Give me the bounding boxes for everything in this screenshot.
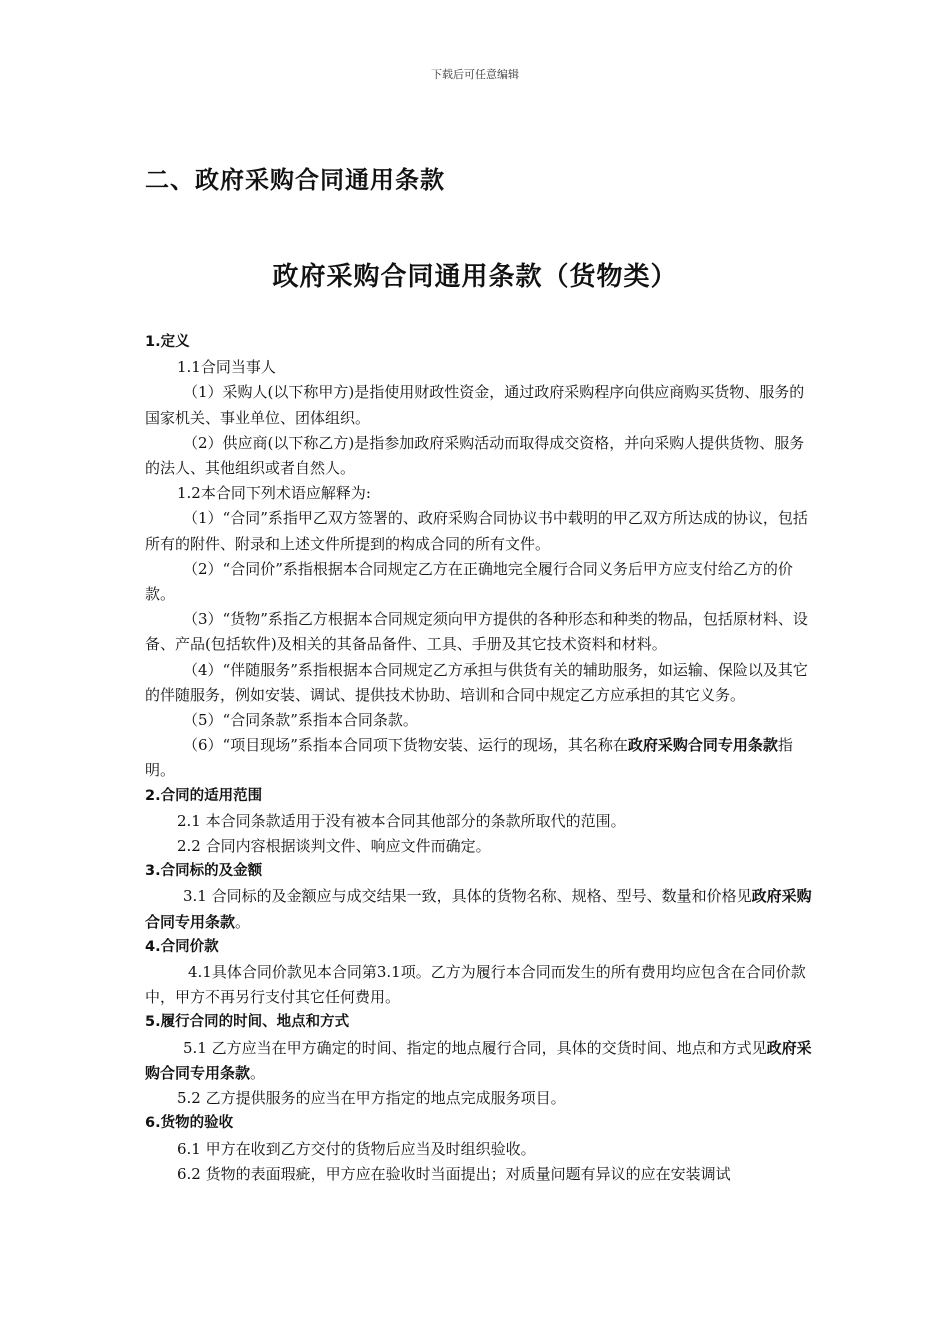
section-title: 二、政府采购合同通用条款: [145, 166, 445, 194]
heading-subject-amount: 3.合同标的及金额: [145, 863, 263, 880]
heading-scope: 2.合同的适用范围: [145, 787, 263, 804]
clause-1-2-6: [145, 733, 815, 783]
header-note: 下载后可任意编辑: [431, 68, 519, 81]
clause-1-2-1: （1）“合同”系指甲乙双方签署的、政府采购合同协议书中载明的甲乙双方所达成的协议，包括所有的附件、附录和上述文件所提到的构成合同的所有文件。: [145, 509, 808, 553]
heading-definitions: 1.定义: [145, 334, 190, 350]
clause-6-2: 6.2 货物的表面瑕疵，甲方应在验收时当面提出；对质量问题有异议的应在安装调试: [177, 1164, 731, 1183]
clause-text: 。: [250, 1063, 266, 1082]
clause-text: （6）“项目现场”系指本合同项下货物安装、运行的现场，其名称在: [183, 736, 628, 755]
clause-6-1: 6.1 甲方在收到乙方交付的货物后应当及时组织验收。: [177, 1139, 536, 1158]
special-terms-ref: 政府采购合同专用条款: [145, 1038, 812, 1082]
special-terms-ref: 政府采购合同专用条款: [145, 887, 812, 931]
heading-contract-price: 4.合同价款: [145, 938, 219, 955]
clause-1-2-3: （3）“货物”系指乙方根据本合同规定须向甲方提供的各种形态和种类的物品，包括原材料、设备、产品(包括软件)及相关的其备品备件、工具、手册及其它技术资料和材料。: [145, 610, 808, 654]
heading-performance: 5.履行合同的时间、地点和方式: [145, 1014, 350, 1031]
clause-1-2-2: （2）“合同价”系指根据本合同规定乙方在正确地完全履行合同义务后甲方应支付给乙方的价款。: [145, 559, 793, 604]
clause-1-1: 1.1合同当事人: [177, 358, 276, 377]
clause-1-1-1: （1）采购人(以下称甲方)是指使用财政性资金，通过政府采购程序向供应商购买货物、服务的国家机关、事业单位、团体组织。: [145, 383, 805, 427]
clause-3-1: [145, 884, 815, 934]
clause-1-2-4: （4）“伴随服务”系指根据本合同规定乙方承担与供货有关的辅助服务，如运输、保险以及其它的伴随服务，例如安装、调试、提供技术协助、培训和合同中规定乙方应承担的其它义务。: [145, 660, 808, 704]
clause-text: 5.1 乙方应当在甲方确定的时间、指定的地点履行合同，具体的交货时间、地点和方式见: [183, 1038, 767, 1057]
heading-acceptance: 6.货物的验收: [145, 1115, 234, 1132]
clause-2-2: 2.2 合同内容根据谈判文件、响应文件而确定。: [177, 837, 491, 856]
clause-1-2-5: （5）“合同条款”系指本合同条款。: [183, 711, 418, 730]
clause-text: 指明。: [145, 736, 793, 780]
clause-5-1: [145, 1036, 815, 1086]
clause-text: 3.1 合同标的及金额应与成交结果一致，具体的货物名称、规格、型号、数量和价格见: [183, 887, 752, 906]
special-terms-ref: 政府采购合同专用条款: [627, 736, 778, 755]
document-body: [145, 330, 815, 1187]
document-title: 政府采购合同通用条款（货物类）: [272, 262, 678, 292]
clause-4-1: 4.1具体合同价款见本合同第3.1项。乙方为履行本合同而发生的所有费用均应包含在合同价款中，甲方不再另行支付其它任何费用。: [145, 963, 806, 1007]
clause-2-1: 2.1 本合同条款适用于没有被本合同其他部分的条款所取代的范围。: [177, 811, 626, 830]
clause-1-1-2: （2）供应商(以下称乙方)是指参加政府采购活动而取得成交资格，并向采购人提供货物、服务的法人、其他组织或者自然人。: [145, 433, 805, 478]
clause-text: 。: [235, 912, 251, 931]
clause-1-2: 1.2本合同下列术语应解释为:: [177, 484, 371, 503]
clause-5-2: 5.2 乙方提供服务的应当在甲方指定的地点完成服务项目。: [177, 1089, 566, 1108]
